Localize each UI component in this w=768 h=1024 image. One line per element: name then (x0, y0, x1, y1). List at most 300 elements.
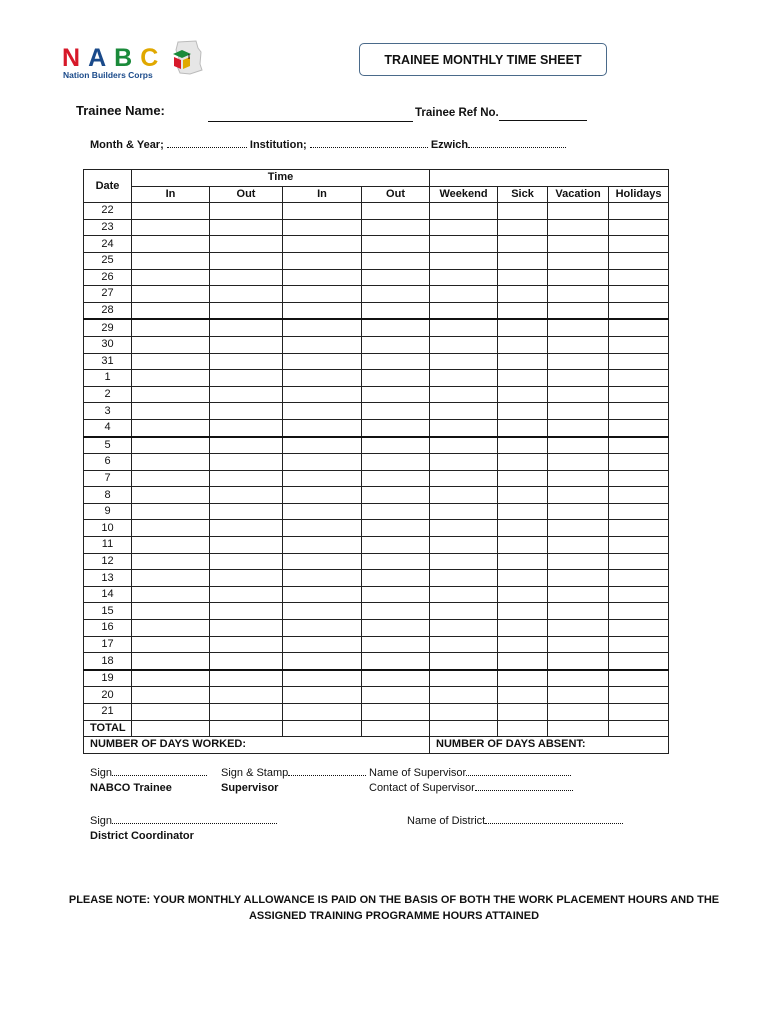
entry-cell[interactable] (362, 203, 430, 220)
entry-cell[interactable] (283, 570, 362, 587)
entry-cell[interactable] (609, 470, 669, 487)
entry-cell[interactable] (548, 470, 609, 487)
table-row (84, 603, 669, 620)
entry-cell[interactable] (609, 570, 669, 587)
entry-cell[interactable] (362, 470, 430, 487)
entry-cell[interactable] (362, 537, 430, 554)
entry-cell[interactable] (132, 636, 210, 653)
entry-cell[interactable] (430, 503, 498, 520)
entry-cell[interactable] (210, 269, 283, 286)
entry-cell[interactable] (498, 269, 548, 286)
entry-cell[interactable] (283, 636, 362, 653)
entry-cell[interactable] (283, 620, 362, 637)
entry-cell[interactable] (132, 470, 210, 487)
entry-cell[interactable] (498, 670, 548, 687)
entry-cell[interactable] (283, 670, 362, 687)
entry-cell[interactable] (548, 670, 609, 687)
entry-cell[interactable] (362, 586, 430, 603)
entry-cell[interactable] (362, 236, 430, 253)
entry-cell[interactable] (498, 302, 548, 319)
entry-cell[interactable] (283, 286, 362, 303)
entry-cell[interactable] (362, 653, 430, 670)
entry-cell[interactable] (498, 236, 548, 253)
date-cell: 19 (84, 670, 132, 687)
entry-cell[interactable] (362, 336, 430, 353)
date-cell: 25 (84, 252, 132, 269)
entry-cell[interactable] (498, 687, 548, 704)
entry-cell[interactable] (430, 553, 498, 570)
entry-cell[interactable] (362, 553, 430, 570)
entry-cell[interactable] (132, 219, 210, 236)
entry-cell[interactable] (283, 302, 362, 319)
entry-cell[interactable] (132, 620, 210, 637)
entry-cell[interactable] (283, 386, 362, 403)
entry-cell[interactable] (283, 252, 362, 269)
entry-cell[interactable] (210, 252, 283, 269)
total-cell[interactable] (609, 720, 669, 737)
entry-cell[interactable] (210, 586, 283, 603)
entry-cell[interactable] (609, 520, 669, 537)
table-row (84, 403, 669, 420)
entry-cell[interactable] (362, 370, 430, 387)
entry-cell[interactable] (430, 419, 498, 436)
entry-cell[interactable] (609, 687, 669, 704)
entry-cell[interactable] (498, 403, 548, 420)
entry-cell[interactable] (210, 219, 283, 236)
entry-cell[interactable] (548, 252, 609, 269)
entry-cell[interactable] (609, 302, 669, 319)
entry-cell[interactable] (430, 302, 498, 319)
entry-cell[interactable] (548, 704, 609, 721)
entry-cell[interactable] (498, 470, 548, 487)
entry-cell[interactable] (132, 704, 210, 721)
entry-cell[interactable] (210, 336, 283, 353)
entry-cell[interactable] (430, 687, 498, 704)
entry-cell[interactable] (609, 454, 669, 471)
entry-cell[interactable] (362, 437, 430, 454)
entry-cell[interactable] (283, 269, 362, 286)
entry-cell[interactable] (132, 386, 210, 403)
trainee-ref-line[interactable] (499, 120, 587, 121)
entry-cell[interactable] (430, 454, 498, 471)
entry-cell[interactable] (430, 286, 498, 303)
entry-cell[interactable] (132, 553, 210, 570)
entry-cell[interactable] (548, 370, 609, 387)
entry-cell[interactable] (283, 419, 362, 436)
entry-cell[interactable] (210, 704, 283, 721)
table-row (84, 586, 669, 603)
entry-cell[interactable] (548, 286, 609, 303)
entry-cell[interactable] (609, 537, 669, 554)
entry-cell[interactable] (132, 503, 210, 520)
entry-cell[interactable] (362, 503, 430, 520)
month-year-field[interactable] (167, 147, 247, 148)
entry-cell[interactable] (132, 653, 210, 670)
entry-cell[interactable] (362, 269, 430, 286)
entry-cell[interactable] (548, 687, 609, 704)
entry-cell[interactable] (609, 370, 669, 387)
total-cell[interactable] (283, 720, 362, 737)
entry-cell[interactable] (609, 403, 669, 420)
entry-cell[interactable] (283, 437, 362, 454)
entry-cell[interactable] (210, 419, 283, 436)
entry-cell[interactable] (548, 586, 609, 603)
entry-cell[interactable] (132, 370, 210, 387)
institution-field[interactable] (310, 147, 428, 148)
entry-cell[interactable] (132, 286, 210, 303)
sign-stamp-field[interactable] (288, 775, 366, 776)
entry-cell[interactable] (430, 269, 498, 286)
entry-cell[interactable] (430, 386, 498, 403)
trainee-ref-label: Trainee Ref No. (415, 107, 499, 119)
entry-cell[interactable] (609, 319, 669, 336)
trainee-name-line[interactable] (208, 121, 413, 122)
absence-header: Sick (498, 186, 548, 203)
entry-cell[interactable] (132, 353, 210, 370)
name-supervisor-field[interactable] (466, 775, 571, 776)
table-row (84, 419, 669, 436)
entry-cell[interactable] (132, 603, 210, 620)
entry-cell[interactable] (132, 419, 210, 436)
entry-cell[interactable] (548, 203, 609, 220)
trainee-sign-field[interactable] (112, 775, 207, 776)
entry-cell[interactable] (210, 454, 283, 471)
entry-cell[interactable] (430, 586, 498, 603)
entry-cell[interactable] (498, 620, 548, 637)
entry-cell[interactable] (609, 236, 669, 253)
district-coordinator-label: District Coordinator (90, 830, 194, 842)
sign-label: Sign (90, 767, 113, 779)
entry-cell[interactable] (498, 454, 548, 471)
entry-cell[interactable] (498, 503, 548, 520)
sign-stamp-label: Sign & Stamp (221, 767, 289, 779)
entry-cell[interactable] (283, 503, 362, 520)
entry-cell[interactable] (430, 537, 498, 554)
entry-cell[interactable] (362, 252, 430, 269)
entry-cell[interactable] (283, 336, 362, 353)
entry-cell[interactable] (498, 437, 548, 454)
entry-cell[interactable] (430, 487, 498, 504)
entry-cell[interactable] (498, 319, 548, 336)
entry-cell[interactable] (609, 437, 669, 454)
entry-cell[interactable] (609, 219, 669, 236)
table-row (84, 302, 669, 319)
entry-cell[interactable] (283, 653, 362, 670)
entry-cell[interactable] (498, 537, 548, 554)
entry-cell[interactable] (609, 386, 669, 403)
entry-cell[interactable] (132, 570, 210, 587)
entry-cell[interactable] (548, 537, 609, 554)
time-header: Time (132, 170, 430, 187)
entry-cell[interactable] (210, 487, 283, 504)
entry-cell[interactable] (283, 586, 362, 603)
entry-cell[interactable] (132, 487, 210, 504)
entry-cell[interactable] (609, 704, 669, 721)
entry-cell[interactable] (362, 620, 430, 637)
total-cell[interactable] (132, 720, 210, 737)
entry-cell[interactable] (210, 570, 283, 587)
entry-cell[interactable] (362, 353, 430, 370)
entry-cell[interactable] (210, 670, 283, 687)
entry-cell[interactable] (210, 353, 283, 370)
entry-cell[interactable] (132, 437, 210, 454)
entry-cell[interactable] (283, 470, 362, 487)
entry-cell[interactable] (362, 704, 430, 721)
days-worked-cell[interactable]: NUMBER OF DAYS WORKED: (84, 737, 430, 754)
entry-cell[interactable] (498, 653, 548, 670)
entry-cell[interactable] (498, 252, 548, 269)
entry-cell[interactable] (362, 670, 430, 687)
entry-cell[interactable] (430, 470, 498, 487)
entry-cell[interactable] (132, 336, 210, 353)
month-year-row (90, 139, 566, 151)
entry-cell[interactable] (609, 670, 669, 687)
entry-cell[interactable] (132, 302, 210, 319)
entry-cell[interactable] (609, 269, 669, 286)
entry-cell[interactable] (548, 520, 609, 537)
entry-cell[interactable] (609, 553, 669, 570)
entry-cell[interactable] (283, 236, 362, 253)
entry-cell[interactable] (609, 603, 669, 620)
entry-cell[interactable] (210, 370, 283, 387)
entry-cell[interactable] (283, 454, 362, 471)
entry-cell[interactable] (430, 370, 498, 387)
entry-cell[interactable] (362, 319, 430, 336)
total-cell[interactable] (548, 720, 609, 737)
total-cell[interactable] (430, 720, 498, 737)
entry-cell[interactable] (132, 586, 210, 603)
entry-cell[interactable] (498, 336, 548, 353)
entry-cell[interactable] (283, 219, 362, 236)
entry-cell[interactable] (362, 403, 430, 420)
entry-cell[interactable] (362, 302, 430, 319)
entry-cell[interactable] (609, 252, 669, 269)
entry-cell[interactable] (132, 454, 210, 471)
entry-cell[interactable] (283, 319, 362, 336)
entry-cell[interactable] (132, 537, 210, 554)
entry-cell[interactable] (609, 503, 669, 520)
entry-cell[interactable] (210, 537, 283, 554)
date-cell: 20 (84, 687, 132, 704)
entry-cell[interactable] (362, 636, 430, 653)
entry-cell[interactable] (430, 203, 498, 220)
entry-cell[interactable] (362, 570, 430, 587)
entry-cell[interactable] (548, 302, 609, 319)
entry-cell[interactable] (283, 603, 362, 620)
entry-cell[interactable] (430, 236, 498, 253)
entry-cell[interactable] (430, 319, 498, 336)
entry-cell[interactable] (430, 437, 498, 454)
entry-cell[interactable] (283, 203, 362, 220)
entry-cell[interactable] (548, 269, 609, 286)
entry-cell[interactable] (498, 203, 548, 220)
entry-cell[interactable] (548, 636, 609, 653)
entry-cell[interactable] (430, 520, 498, 537)
entry-cell[interactable] (210, 286, 283, 303)
entry-cell[interactable] (132, 520, 210, 537)
date-cell: 27 (84, 286, 132, 303)
entry-cell[interactable] (132, 670, 210, 687)
entry-cell[interactable] (498, 570, 548, 587)
entry-cell[interactable] (498, 603, 548, 620)
date-cell: 7 (84, 470, 132, 487)
entry-cell[interactable] (548, 419, 609, 436)
entry-cell[interactable] (210, 203, 283, 220)
entry-cell[interactable] (498, 419, 548, 436)
ezwich-field[interactable] (468, 147, 566, 148)
absence-header: Vacation (548, 186, 609, 203)
entry-cell[interactable] (498, 286, 548, 303)
date-cell: 14 (84, 586, 132, 603)
date-cell: 17 (84, 636, 132, 653)
entry-cell[interactable] (210, 437, 283, 454)
entry-cell[interactable] (210, 403, 283, 420)
days-absent-cell[interactable]: NUMBER OF DAYS ABSENT: (430, 737, 669, 754)
entry-cell[interactable] (430, 403, 498, 420)
entry-cell[interactable] (362, 603, 430, 620)
entry-cell[interactable] (210, 636, 283, 653)
entry-cell[interactable] (548, 386, 609, 403)
entry-cell[interactable] (210, 603, 283, 620)
entry-cell[interactable] (362, 419, 430, 436)
entry-cell[interactable] (210, 236, 283, 253)
entry-cell[interactable] (283, 553, 362, 570)
entry-cell[interactable] (609, 620, 669, 637)
table-row (84, 537, 669, 554)
entry-cell[interactable] (132, 203, 210, 220)
entry-cell[interactable] (430, 336, 498, 353)
entry-cell[interactable] (283, 353, 362, 370)
entry-cell[interactable] (210, 653, 283, 670)
logo-letter: N (62, 44, 89, 72)
entry-cell[interactable] (362, 520, 430, 537)
entry-cell[interactable] (609, 336, 669, 353)
entry-cell[interactable] (548, 454, 609, 471)
entry-cell[interactable] (210, 302, 283, 319)
entry-cell[interactable] (283, 520, 362, 537)
entry-cell[interactable] (210, 503, 283, 520)
logo-letter: C (140, 44, 167, 72)
entry-cell[interactable] (498, 219, 548, 236)
entry-cell[interactable] (132, 236, 210, 253)
entry-cell[interactable] (548, 503, 609, 520)
entry-cell[interactable] (132, 269, 210, 286)
entry-cell[interactable] (548, 336, 609, 353)
entry-cell[interactable] (498, 386, 548, 403)
entry-cell[interactable] (609, 353, 669, 370)
entry-cell[interactable] (430, 570, 498, 587)
entry-cell[interactable] (609, 203, 669, 220)
entry-cell[interactable] (548, 437, 609, 454)
entry-cell[interactable] (362, 386, 430, 403)
total-cell[interactable] (210, 720, 283, 737)
entry-cell[interactable] (430, 670, 498, 687)
entry-cell[interactable] (210, 319, 283, 336)
entry-cell[interactable] (362, 454, 430, 471)
entry-cell[interactable] (548, 487, 609, 504)
entry-cell[interactable] (498, 487, 548, 504)
entry-cell[interactable] (210, 620, 283, 637)
entry-cell[interactable] (430, 704, 498, 721)
entry-cell[interactable] (498, 520, 548, 537)
entry-cell[interactable] (210, 386, 283, 403)
entry-cell[interactable] (430, 353, 498, 370)
date-cell: 21 (84, 704, 132, 721)
entry-cell[interactable] (283, 370, 362, 387)
contact-supervisor-row (369, 782, 573, 794)
entry-cell[interactable] (548, 353, 609, 370)
entry-cell[interactable] (430, 252, 498, 269)
entry-cell[interactable] (548, 570, 609, 587)
entry-cell[interactable] (548, 236, 609, 253)
entry-cell[interactable] (362, 687, 430, 704)
entry-cell[interactable] (609, 419, 669, 436)
entry-cell[interactable] (498, 370, 548, 387)
date-header: Date (84, 170, 132, 203)
coordinator-sign-field[interactable] (112, 823, 277, 824)
entry-cell[interactable] (283, 487, 362, 504)
entry-cell[interactable] (430, 653, 498, 670)
entry-cell[interactable] (210, 520, 283, 537)
table-row (84, 470, 669, 487)
table-row (84, 670, 669, 687)
entry-cell[interactable] (210, 470, 283, 487)
date-cell: 8 (84, 487, 132, 504)
entry-cell[interactable] (498, 586, 548, 603)
entry-cell[interactable] (430, 603, 498, 620)
entry-cell[interactable] (548, 620, 609, 637)
total-cell[interactable] (498, 720, 548, 737)
entry-cell[interactable] (362, 219, 430, 236)
entry-cell[interactable] (132, 403, 210, 420)
entry-cell[interactable] (548, 403, 609, 420)
entry-cell[interactable] (283, 687, 362, 704)
entry-cell[interactable] (132, 252, 210, 269)
entry-cell[interactable] (498, 636, 548, 653)
entry-cell[interactable] (362, 286, 430, 303)
nabco-logo (62, 44, 222, 88)
entry-cell[interactable] (609, 653, 669, 670)
entry-cell[interactable] (548, 553, 609, 570)
entry-cell[interactable] (498, 553, 548, 570)
entry-cell[interactable] (210, 553, 283, 570)
contact-supervisor-field[interactable] (475, 790, 573, 791)
entry-cell[interactable] (430, 219, 498, 236)
entry-cell[interactable] (609, 487, 669, 504)
entry-cell[interactable] (132, 687, 210, 704)
entry-cell[interactable] (609, 286, 669, 303)
entry-cell[interactable] (430, 620, 498, 637)
table-row (84, 437, 669, 454)
entry-cell[interactable] (283, 704, 362, 721)
total-cell[interactable] (362, 720, 430, 737)
entry-cell[interactable] (609, 586, 669, 603)
entry-cell[interactable] (498, 704, 548, 721)
entry-cell[interactable] (283, 403, 362, 420)
entry-cell[interactable] (548, 653, 609, 670)
entry-cell[interactable] (498, 353, 548, 370)
entry-cell[interactable] (548, 219, 609, 236)
district-name-field[interactable] (485, 823, 623, 824)
entry-cell[interactable] (210, 687, 283, 704)
entry-cell[interactable] (132, 319, 210, 336)
entry-cell[interactable] (609, 636, 669, 653)
entry-cell[interactable] (430, 636, 498, 653)
entry-cell[interactable] (548, 603, 609, 620)
entry-cell[interactable] (548, 319, 609, 336)
entry-cell[interactable] (283, 537, 362, 554)
entry-cell[interactable] (362, 487, 430, 504)
